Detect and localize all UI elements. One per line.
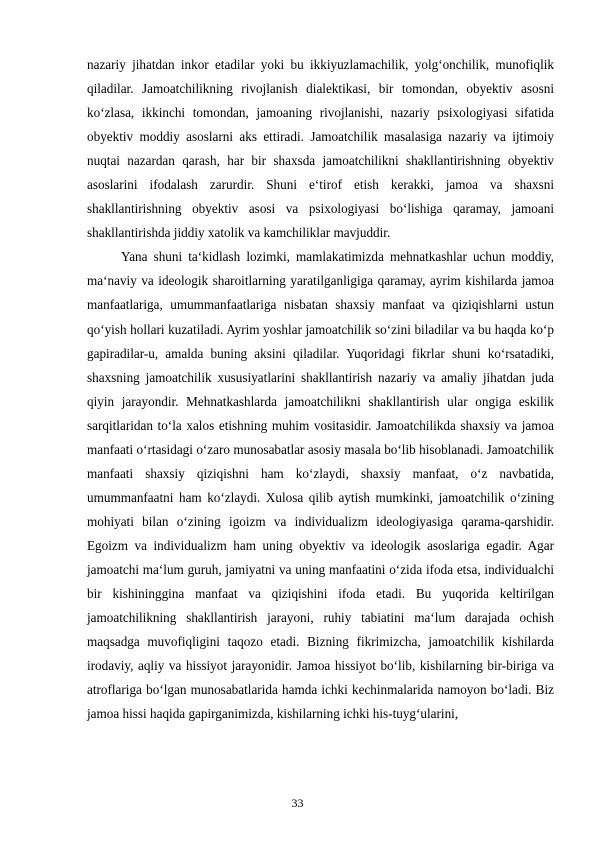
body-text <box>87 53 554 726</box>
paragraph-2: Yana shuni ta‘kidlash lozimki, mamlakatimizda mehnatkashlar uchun moddiy, ma‘naviy va ideologik sharoitlarning yaratilganligiga qaramay, ayrim kishilarda jamoa manfaatlariga, umummanfaatlariga nisbatan shaxsiy manfaat va qiziqishlarni ustun qo‘yish hollari kuzatiladi. Ayrim yoshlar jamoatchilik so‘zini biladilar va bu haqda ko‘p gapiradilar-u, amalda buning aksini qiladilar. Yuqoridagi fikrlar shuni ko‘rsatadiki, shaxsning jamoatchilik xususiyatlarini shakllantirish nazariy va amaliy jihatdan juda qiyin jarayondir. Mehnatkashlarda jamoatchilikni shakllantirish ular ongiga eskilik sarqitlaridan to‘la xalos etishning muhim vositasidir. Jamoatchilikda shaxsiy va jamoa manfaati o‘rtasidagi o‘zaro munosabatlar asosiy masala bo‘lib hisoblanadi. Jamoatchilik manfaati shaxsiy qiziqishni ham ko‘zlaydi, shaxsiy manfaat, o‘z navbatida, umummanfaatni ham ko‘zlaydi. Xulosa qilib aytish mumkinki, jamoatchilik o‘zining mohiyati bilan o‘zining igoizm va individualizm ideologiyasiga qarama-qarshidir. Egoizm va individualizm ham uning obyektiv va ideologik asoslariga egadir. Agar jamoatchi ma‘lum guruh, jamiyatni va uning manfaatini o‘zida ifoda etsa, individualchi bir kishininggina manfaat va qiziqishini ifoda etadi. Bu yuqorida keltirilgan jamoatchilikning shakllantirish jarayoni, ruhiy tabiatini ma‘lum darajada ochish maqsadga muvofiqligini taqozo etadi. Bizning fikrimizcha, jamoatchilik kishilarda irodaviy, aqliy va hissiyot jarayonidir. Jamoa hissiyot bo‘lib, kishilarning bir-biriga va atroflariga bo‘lgan munosabatlarida hamda ichki kechinmalarida namoyon bo‘ladi. Biz jamoa hissi haqida gapirganimizda, kishilarning ichki his-tuyg‘ularini, <box>87 249 554 722</box>
page-number: 33 <box>291 796 304 810</box>
paragraph-1: nazariy jihatdan inkor etadilar yoki bu ikkiyuzlamachilik, yolg‘onchilik, munofiqlik qiladilar. Jamoatchilikning rivojlanish dialektikasi, bir tomondan, obyektiv asosni ko‘zlasa, ikkinchi tomondan, jamoaning rivojlanishi, nazariy psixologiyasi sifatida obyektiv moddiy asoslarni aks ettiradi. Jamoatchilik masalasiga nazariy va ijtimoiy nuqtai nazardan qarash, har bir shaxsda jamoatchilikni shakllantirishning obyektiv asoslarini ifodalash zarurdir. Shuni e‘tirof etish kerakki, jamoa va shaxsni shakllantirishning obyektiv asosi va psixologiyasi bo‘lishiga qaramay, jamoani shakllantirishda jiddiy xatolik va kamchiliklar mavjuddir. <box>87 57 554 241</box>
